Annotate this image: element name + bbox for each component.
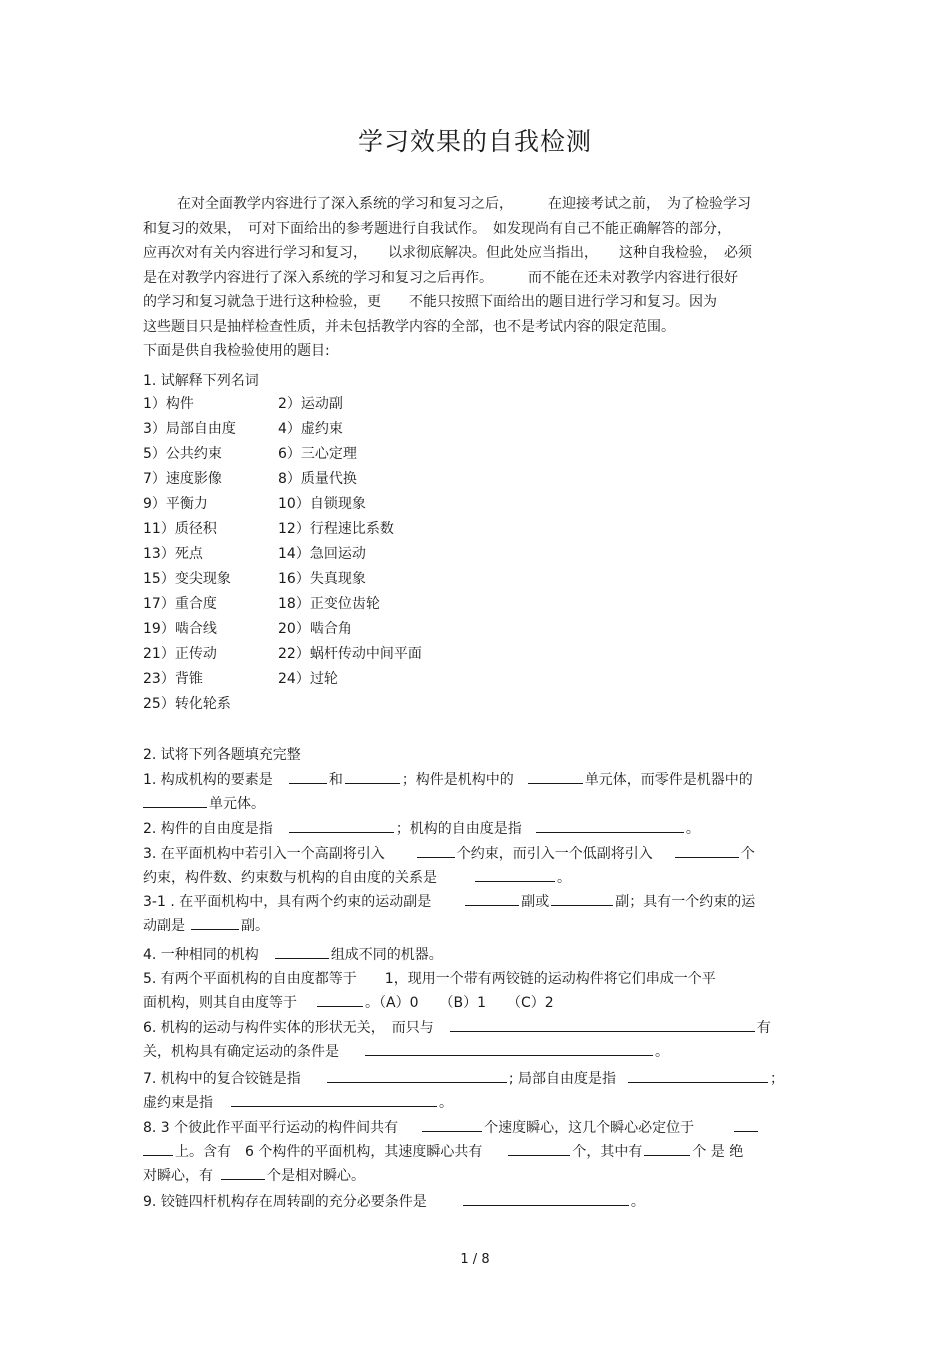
- question-line: [143, 817, 807, 841]
- question-text: 上。含有 6 个构件的平面机构，其速度瞬心共有: [175, 1144, 483, 1160]
- question-text: 。: [685, 821, 700, 837]
- answer-blank[interactable]: [551, 891, 613, 906]
- term: 3）局部自由度: [143, 421, 236, 437]
- question-line: [143, 914, 807, 938]
- question-text: 有: [756, 1020, 771, 1036]
- answer-blank[interactable]: [528, 769, 583, 784]
- term: 19）啮合线: [143, 621, 217, 637]
- answer-blank[interactable]: [143, 1141, 173, 1156]
- question-text: 和: [328, 772, 343, 788]
- answer-blank[interactable]: [644, 1141, 690, 1156]
- term: 7）速度影像: [143, 471, 222, 487]
- question-text: 副；具有一个约束的运: [615, 894, 756, 910]
- answer-blank[interactable]: [275, 944, 329, 959]
- intro-line: 这些题目只是抽样检查性质，并未包括教学内容的全部，也不是考试内容的限定范围。: [143, 318, 675, 335]
- answer-blank[interactable]: [317, 992, 363, 1007]
- question-2: [143, 817, 807, 841]
- list-item: [143, 692, 422, 717]
- list-item: [143, 667, 422, 692]
- list-item: [143, 492, 422, 517]
- question-line: [143, 1091, 807, 1115]
- intro-line: 是在对教学内容进行了深入系统的学习和复习之后再作。 而不能在还未对教学内容进行很好: [143, 269, 738, 286]
- terms-list: [143, 392, 422, 717]
- list-item: [143, 567, 422, 592]
- term: 24）过轮: [278, 671, 338, 687]
- question-text: 1. 构成机构的要素是: [143, 772, 273, 788]
- question-text: 组成不同的机器。: [330, 947, 443, 963]
- list-item: [143, 642, 422, 667]
- question-text: 6. 机构的运动与构件实体的形状无关， 而只与: [143, 1020, 434, 1036]
- question-text: 7. 机构中的复合铰链是指: [143, 1071, 301, 1087]
- list-item: [143, 517, 422, 542]
- intro-line: 应再次对有关内容进行学习和复习， 以求彻底解决。但此处应当指出， 这种自我检验， 必须: [143, 245, 752, 261]
- question-line: [143, 1116, 807, 1140]
- answer-blank[interactable]: [365, 1041, 653, 1056]
- question-line: [143, 967, 807, 991]
- question-line: [143, 866, 807, 890]
- question-text: 单元体，而零件是机器中的: [584, 772, 753, 788]
- term: 5）公共约束: [143, 446, 222, 462]
- term: 6）三心定理: [278, 446, 357, 462]
- intro-line: 和复习的效果， 可对下面给出的参考题进行自我试作。 如发现尚有自己不能正确解答的部分，: [143, 220, 731, 237]
- question-text: 关，机构具有确定运动的条件是: [143, 1044, 339, 1060]
- question-text: 个约束，而引入一个低副将引入: [456, 846, 653, 862]
- question-text: ；: [769, 1071, 784, 1087]
- question-4: [143, 943, 807, 967]
- question-text: ；构件是机构中的: [401, 772, 514, 788]
- answer-blank[interactable]: [508, 1141, 570, 1156]
- question-text: 。: [557, 870, 571, 886]
- question-text: 。: [655, 1044, 669, 1060]
- section-heading-1: 1. 试解释下列名词: [143, 373, 259, 389]
- list-item: [143, 617, 422, 642]
- term: 20）啮合角: [278, 621, 352, 637]
- intro-line: 在对全面教学内容进行了深入系统的学习和复习之后， 在迎接考试之前， 为了检验学习: [177, 196, 751, 212]
- answer-blank[interactable]: [422, 1117, 482, 1132]
- question-text: 个: [740, 846, 755, 862]
- question-text: 面机构，则其自由度等于: [143, 995, 297, 1011]
- question-text: 虚约束是指: [143, 1095, 213, 1111]
- term: 13）死点: [143, 546, 203, 562]
- page-number: 1 / 8: [460, 1252, 490, 1267]
- list-item: [143, 467, 422, 492]
- answer-blank[interactable]: [289, 818, 394, 833]
- question-line: [143, 842, 807, 866]
- question-line: [143, 768, 807, 792]
- term: 23）背锥: [143, 671, 203, 687]
- answer-blank[interactable]: [345, 769, 400, 784]
- term: 4）虚约束: [278, 421, 343, 437]
- term: 1）构件: [143, 396, 194, 412]
- term: 16）失真现象: [278, 571, 366, 587]
- term: 17）重合度: [143, 596, 217, 612]
- question-text: 副。: [241, 918, 269, 934]
- question-text: 个，其中有: [572, 1144, 643, 1160]
- question-3: [143, 842, 807, 890]
- question-1: [143, 768, 807, 816]
- question-line: [143, 991, 807, 1015]
- term: 18）正变位齿轮: [278, 596, 380, 612]
- question-text: 单元体。: [209, 796, 265, 812]
- answer-blank[interactable]: [463, 1191, 629, 1206]
- answer-blank[interactable]: [289, 769, 327, 784]
- list-item: [143, 442, 422, 467]
- question-text: 个 是 绝: [692, 1144, 744, 1160]
- question-text: 。: [630, 1194, 645, 1210]
- answer-blank[interactable]: [475, 867, 555, 882]
- question-3-1: [143, 890, 807, 938]
- question-line: [143, 1190, 807, 1214]
- question-line: [143, 1164, 807, 1188]
- question-line: [143, 1140, 807, 1164]
- page-title: 学习效果的自我检测: [357, 127, 592, 156]
- question-text: 3. 在平面机构中若引入一个高副将引入: [143, 846, 385, 862]
- question-text: 8. 3 个彼此作平面平行运动的构件间共有: [143, 1120, 399, 1136]
- question-line: [143, 943, 807, 967]
- term: 14）急回运动: [278, 546, 366, 562]
- question-line: [143, 792, 807, 816]
- question-line: [143, 1016, 807, 1040]
- term: 12）行程速比系数: [278, 521, 394, 537]
- question-text: 。: [439, 1095, 453, 1111]
- question-text: 2. 构件的自由度是指: [143, 821, 273, 837]
- answer-blank[interactable]: [465, 891, 519, 906]
- answer-blank[interactable]: [675, 843, 739, 858]
- question-5: [143, 967, 807, 1015]
- term: 8）质量代换: [278, 471, 357, 487]
- question-text: 个速度瞬心，这几个瞬心必定位于: [484, 1120, 695, 1136]
- term: 9）平衡力: [143, 496, 208, 512]
- term: 2）运动副: [278, 396, 343, 412]
- question-text: 约束，构件数、约束数与机构的自由度的关系是: [143, 870, 437, 886]
- list-item: [143, 417, 422, 442]
- question-9: [143, 1190, 807, 1214]
- question-text: 5. 有两个平面机构的自由度都等于 1，现用一个带有两铰链的运动构件将它们串成一个平: [143, 971, 716, 987]
- question-text: ; 局部自由度是指: [508, 1071, 616, 1087]
- answer-blank[interactable]: [628, 1068, 768, 1083]
- question-text: 动副是: [143, 918, 185, 934]
- question-7: [143, 1067, 807, 1115]
- question-text: 3-1 . 在平面机构中，具有两个约束的运动副是: [143, 894, 432, 910]
- answer-blank[interactable]: [536, 818, 684, 833]
- question-line: [143, 890, 807, 914]
- question-text: 9. 铰链四杆机构存在周转副的充分必要条件是: [143, 1194, 427, 1210]
- answer-blank[interactable]: [191, 915, 239, 930]
- answer-blank[interactable]: [143, 793, 207, 808]
- answer-blank[interactable]: [417, 843, 455, 858]
- answer-blank[interactable]: [450, 1017, 755, 1032]
- question-line: [143, 1040, 807, 1064]
- intro-line: 下面是供自我检验使用的题目:: [143, 343, 330, 359]
- intro-paragraph: [143, 192, 808, 364]
- question-text: ；机构的自由度是指: [395, 821, 522, 837]
- term: 11）质径积: [143, 521, 217, 537]
- answer-blank[interactable]: [327, 1068, 507, 1083]
- term: 21）正传动: [143, 646, 217, 662]
- section-heading-2: 2. 试将下列各题填充完整: [143, 747, 301, 763]
- list-item: [143, 392, 422, 417]
- list-item: [143, 592, 422, 617]
- question-6: [143, 1016, 807, 1064]
- answer-blank[interactable]: [221, 1165, 265, 1180]
- question-text: 个是相对瞬心。: [267, 1168, 365, 1184]
- term: 15）变尖现象: [143, 571, 231, 587]
- term: 22）蜗杆传动中间平面: [278, 646, 422, 662]
- question-text: 对瞬心，有: [143, 1168, 213, 1184]
- question-text: 。（A）0 （B）1 （C）2: [365, 995, 554, 1011]
- term: 25）转化轮系: [143, 696, 231, 712]
- question-text: 4. 一种相同的机构: [143, 947, 259, 963]
- question-8: [143, 1116, 807, 1188]
- intro-line: 的学习和复习就急于进行这种检验，更 不能只按照下面给出的题目进行学习和复习。因为: [143, 294, 717, 310]
- question-line: [143, 1067, 807, 1091]
- term: 10）自锁现象: [278, 496, 366, 512]
- answer-blank[interactable]: [231, 1092, 437, 1107]
- list-item: [143, 542, 422, 567]
- answer-blank[interactable]: [734, 1117, 758, 1132]
- question-text: 副或: [521, 894, 550, 910]
